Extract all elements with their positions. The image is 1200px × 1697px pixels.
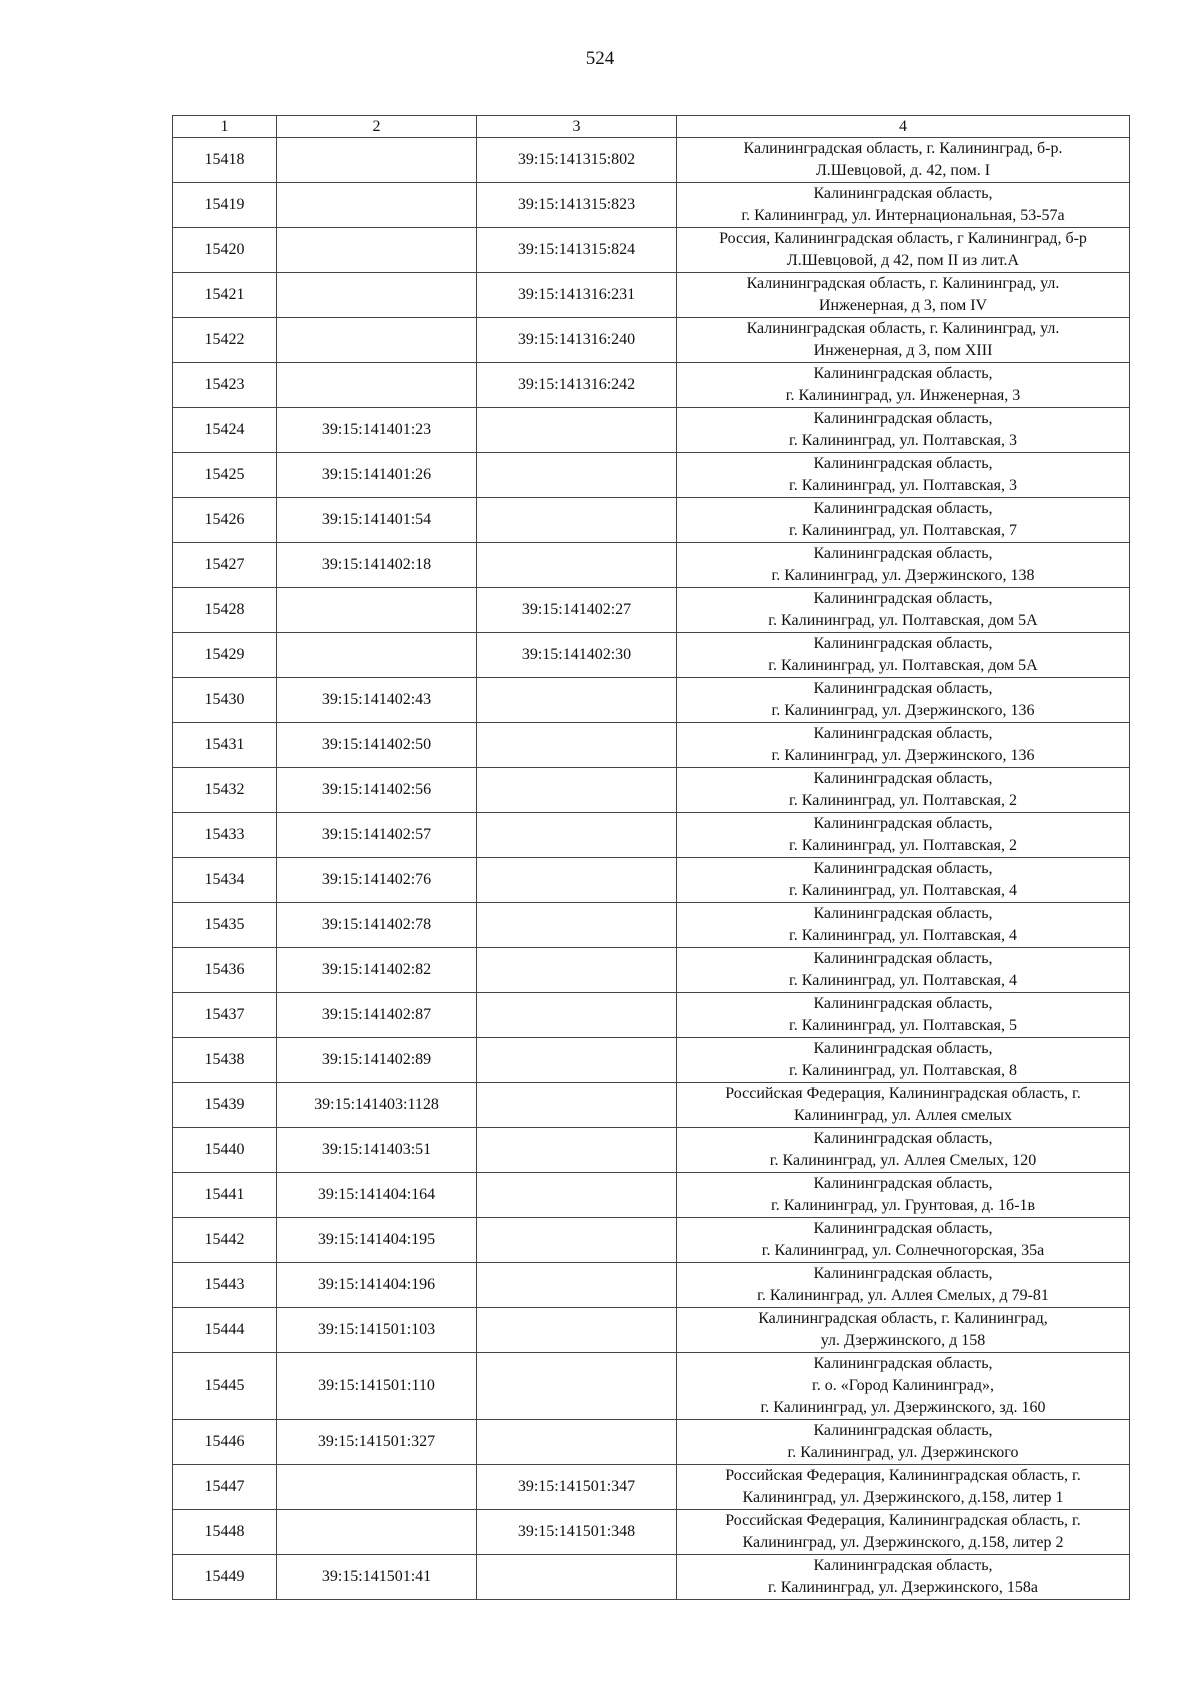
address-cell: Российская Федерация, Калининградская область, г. Калининград, ул. Дзержинского, д.158, литер 2 [677,1510,1130,1555]
row-number-cell: 15427 [173,543,277,588]
row-number-cell: 15435 [173,903,277,948]
cadastral-number-cell: 39:15:141501:103 [277,1308,477,1353]
row-number-cell: 15437 [173,993,277,1038]
building-cadastral-number-cell [477,1555,677,1600]
cadastral-number-cell: 39:15:141402:57 [277,813,477,858]
building-cadastral-number-cell: 39:15:141316:242 [477,363,677,408]
address-cell: Россия, Калининградская область, г Калининград, б-р Л.Шевцовой, д 42, пом II из лит.А [677,228,1130,273]
cadastral-number-cell: 39:15:141402:87 [277,993,477,1038]
building-cadastral-number-cell [477,1308,677,1353]
building-cadastral-number-cell [477,858,677,903]
building-cadastral-number-cell [477,993,677,1038]
page-number: 524 [585,48,615,69]
row-number-cell: 15425 [173,453,277,498]
building-cadastral-number-cell [477,1083,677,1128]
cadastral-number-cell: 39:15:141401:23 [277,408,477,453]
cadastral-number-cell [277,228,477,273]
cadastral-number-cell [277,318,477,363]
row-number-cell: 15441 [173,1173,277,1218]
address-cell: Российская Федерация, Калининградская область, г. Калининград, ул. Дзержинского, д.158, литер 1 [677,1465,1130,1510]
cadastral-number-cell: 39:15:141402:76 [277,858,477,903]
building-cadastral-number-cell [477,813,677,858]
row-number-cell: 15420 [173,228,277,273]
table-row [173,408,1130,453]
address-cell: Калининградская область, г. Калининград, ул. Полтавская, 8 [677,1038,1130,1083]
header-cell-1: 1 [173,116,277,138]
row-number-cell: 15439 [173,1083,277,1128]
table-row [173,678,1130,723]
address-cell: Калининградская область, г. Калининград, б-р. Л.Шевцовой, д. 42, пом. I [677,138,1130,183]
table-row [173,813,1130,858]
table-row [173,633,1130,678]
row-number-cell: 15444 [173,1308,277,1353]
row-number-cell: 15434 [173,858,277,903]
building-cadastral-number-cell: 39:15:141402:30 [477,633,677,678]
table-row [173,273,1130,318]
address-cell: Калининградская область, г. Калининград, ул. Полтавская, 2 [677,813,1130,858]
table-row [173,1308,1130,1353]
table-row [173,858,1130,903]
row-number-cell: 15421 [173,273,277,318]
address-cell: Калининградская область, г. Калининград, ул. Полтавская, 7 [677,498,1130,543]
table-row [173,498,1130,543]
building-cadastral-number-cell [477,768,677,813]
table-row [173,723,1130,768]
cadastral-number-cell [277,633,477,678]
header-cell-4: 4 [677,116,1130,138]
row-number-cell: 15446 [173,1420,277,1465]
cadastral-number-cell [277,363,477,408]
address-cell: Калининградская область, г. Калининград, ул. Дзержинского, 138 [677,543,1130,588]
address-cell: Калининградская область, г. Калининград, ул. Дзержинского [677,1420,1130,1465]
address-cell: Калининградская область, г. Калининград, ул. Инженерная, д 3, пом IV [677,273,1130,318]
table-row [173,1083,1130,1128]
building-cadastral-number-cell [477,453,677,498]
address-cell: Калининградская область, г. Калининград, ул. Полтавская, 3 [677,453,1130,498]
building-cadastral-number-cell [477,1218,677,1263]
registry-table-body [173,116,1130,1600]
building-cadastral-number-cell [477,1263,677,1308]
address-cell: Калининградская область, г. о. «Город Калининград», г. Калининград, ул. Дзержинского, зд. 160 [677,1353,1130,1420]
address-cell: Российская Федерация, Калининградская область, г. Калининград, ул. Аллея смелых [677,1083,1130,1128]
address-cell: Калининградская область, г. Калининград, ул. Инженерная, д 3, пом XIII [677,318,1130,363]
table-row [173,453,1130,498]
cadastral-number-cell: 39:15:141401:54 [277,498,477,543]
table-row [173,183,1130,228]
cadastral-number-cell: 39:15:141403:51 [277,1128,477,1173]
table-row [173,363,1130,408]
address-cell: Калининградская область, г. Калининград, ул. Полтавская, 4 [677,948,1130,993]
row-number-cell: 15423 [173,363,277,408]
building-cadastral-number-cell: 39:15:141501:347 [477,1465,677,1510]
table-row [173,1353,1130,1420]
address-cell: Калининградская область, г. Калининград, ул. Дзержинского, 136 [677,678,1130,723]
registry-table [172,115,1130,1600]
row-number-cell: 15428 [173,588,277,633]
table-row [173,138,1130,183]
building-cadastral-number-cell [477,1353,677,1420]
cadastral-number-cell [277,138,477,183]
cadastral-number-cell: 39:15:141501:327 [277,1420,477,1465]
row-number-cell: 15419 [173,183,277,228]
row-number-cell: 15432 [173,768,277,813]
table-row [173,588,1130,633]
cadastral-number-cell: 39:15:141404:196 [277,1263,477,1308]
cadastral-number-cell: 39:15:141402:82 [277,948,477,993]
address-cell: Калининградская область, г. Калининград, ул. Полтавская, 3 [677,408,1130,453]
cadastral-number-cell: 39:15:141402:43 [277,678,477,723]
cadastral-number-cell: 39:15:141404:195 [277,1218,477,1263]
table-row [173,1128,1130,1173]
building-cadastral-number-cell [477,678,677,723]
row-number-cell: 15433 [173,813,277,858]
cadastral-number-cell: 39:15:141402:56 [277,768,477,813]
row-number-cell: 15438 [173,1038,277,1083]
cadastral-number-cell: 39:15:141402:89 [277,1038,477,1083]
cadastral-number-cell: 39:15:141402:50 [277,723,477,768]
address-cell: Калининградская область, г. Калининград, ул. Полтавская, 4 [677,858,1130,903]
building-cadastral-number-cell [477,723,677,768]
table-row [173,1465,1130,1510]
building-cadastral-number-cell: 39:15:141316:231 [477,273,677,318]
table-row [173,1510,1130,1555]
row-number-cell: 15431 [173,723,277,768]
cadastral-number-cell: 39:15:141402:78 [277,903,477,948]
building-cadastral-number-cell: 39:15:141315:802 [477,138,677,183]
cadastral-number-cell: 39:15:141501:41 [277,1555,477,1600]
table-row [173,1263,1130,1308]
cadastral-number-cell [277,588,477,633]
row-number-cell: 15443 [173,1263,277,1308]
row-number-cell: 15447 [173,1465,277,1510]
table-row [173,1218,1130,1263]
address-cell: Калининградская область, г. Калининград, ул. Аллея Смелых, 120 [677,1128,1130,1173]
row-number-cell: 15449 [173,1555,277,1600]
cadastral-number-cell: 39:15:141401:26 [277,453,477,498]
row-number-cell: 15440 [173,1128,277,1173]
address-cell: Калининградская область, г. Калининград, ул. Полтавская, дом 5А [677,633,1130,678]
address-cell: Калининградская область, г. Калининград, ул. Дзержинского, д 158 [677,1308,1130,1353]
building-cadastral-number-cell: 39:15:141315:824 [477,228,677,273]
row-number-cell: 15442 [173,1218,277,1263]
building-cadastral-number-cell [477,498,677,543]
building-cadastral-number-cell: 39:15:141315:823 [477,183,677,228]
cadastral-number-cell [277,273,477,318]
address-cell: Калининградская область, г. Калининград, ул. Дзержинского, 158а [677,1555,1130,1600]
building-cadastral-number-cell [477,1038,677,1083]
address-cell: Калининградская область, г. Калининград, ул. Полтавская, дом 5А [677,588,1130,633]
address-cell: Калининградская область, г. Калининград, ул. Полтавская, 2 [677,768,1130,813]
address-cell: Калининградская область, г. Калининград, ул. Солнечногорская, 35а [677,1218,1130,1263]
table-row [173,903,1130,948]
header-row [173,116,1130,138]
row-number-cell: 15430 [173,678,277,723]
address-cell: Калининградская область, г. Калининград, ул. Инженерная, 3 [677,363,1130,408]
building-cadastral-number-cell: 39:15:141501:348 [477,1510,677,1555]
table-row [173,993,1130,1038]
cadastral-number-cell [277,1510,477,1555]
table-row [173,543,1130,588]
table-row [173,228,1130,273]
cadastral-number-cell: 39:15:141501:110 [277,1353,477,1420]
table-row [173,1038,1130,1083]
building-cadastral-number-cell [477,1420,677,1465]
table-row [173,1173,1130,1218]
row-number-cell: 15418 [173,138,277,183]
cadastral-number-cell: 39:15:141403:1128 [277,1083,477,1128]
table-row [173,1420,1130,1465]
row-number-cell: 15426 [173,498,277,543]
row-number-cell: 15422 [173,318,277,363]
cadastral-number-cell [277,183,477,228]
building-cadastral-number-cell [477,408,677,453]
address-cell: Калининградская область, г. Калининград, ул. Аллея Смелых, д 79-81 [677,1263,1130,1308]
building-cadastral-number-cell [477,948,677,993]
building-cadastral-number-cell: 39:15:141402:27 [477,588,677,633]
row-number-cell: 15429 [173,633,277,678]
table-row [173,948,1130,993]
building-cadastral-number-cell: 39:15:141316:240 [477,318,677,363]
address-cell: Калининградская область, г. Калининград, ул. Грунтовая, д. 1б-1в [677,1173,1130,1218]
table-row [173,1555,1130,1600]
cadastral-number-cell: 39:15:141404:164 [277,1173,477,1218]
row-number-cell: 15448 [173,1510,277,1555]
building-cadastral-number-cell [477,1173,677,1218]
address-cell: Калининградская область, г. Калининград, ул. Интернациональная, 53-57а [677,183,1130,228]
address-cell: Калининградская область, г. Калининград, ул. Полтавская, 5 [677,993,1130,1038]
row-number-cell: 15424 [173,408,277,453]
table-row [173,318,1130,363]
cadastral-number-cell: 39:15:141402:18 [277,543,477,588]
header-cell-2: 2 [277,116,477,138]
row-number-cell: 15436 [173,948,277,993]
cadastral-number-cell [277,1465,477,1510]
building-cadastral-number-cell [477,1128,677,1173]
address-cell: Калининградская область, г. Калининград, ул. Дзержинского, 136 [677,723,1130,768]
address-cell: Калининградская область, г. Калининград, ул. Полтавская, 4 [677,903,1130,948]
building-cadastral-number-cell [477,903,677,948]
building-cadastral-number-cell [477,543,677,588]
header-cell-3: 3 [477,116,677,138]
table-row [173,768,1130,813]
row-number-cell: 15445 [173,1353,277,1420]
